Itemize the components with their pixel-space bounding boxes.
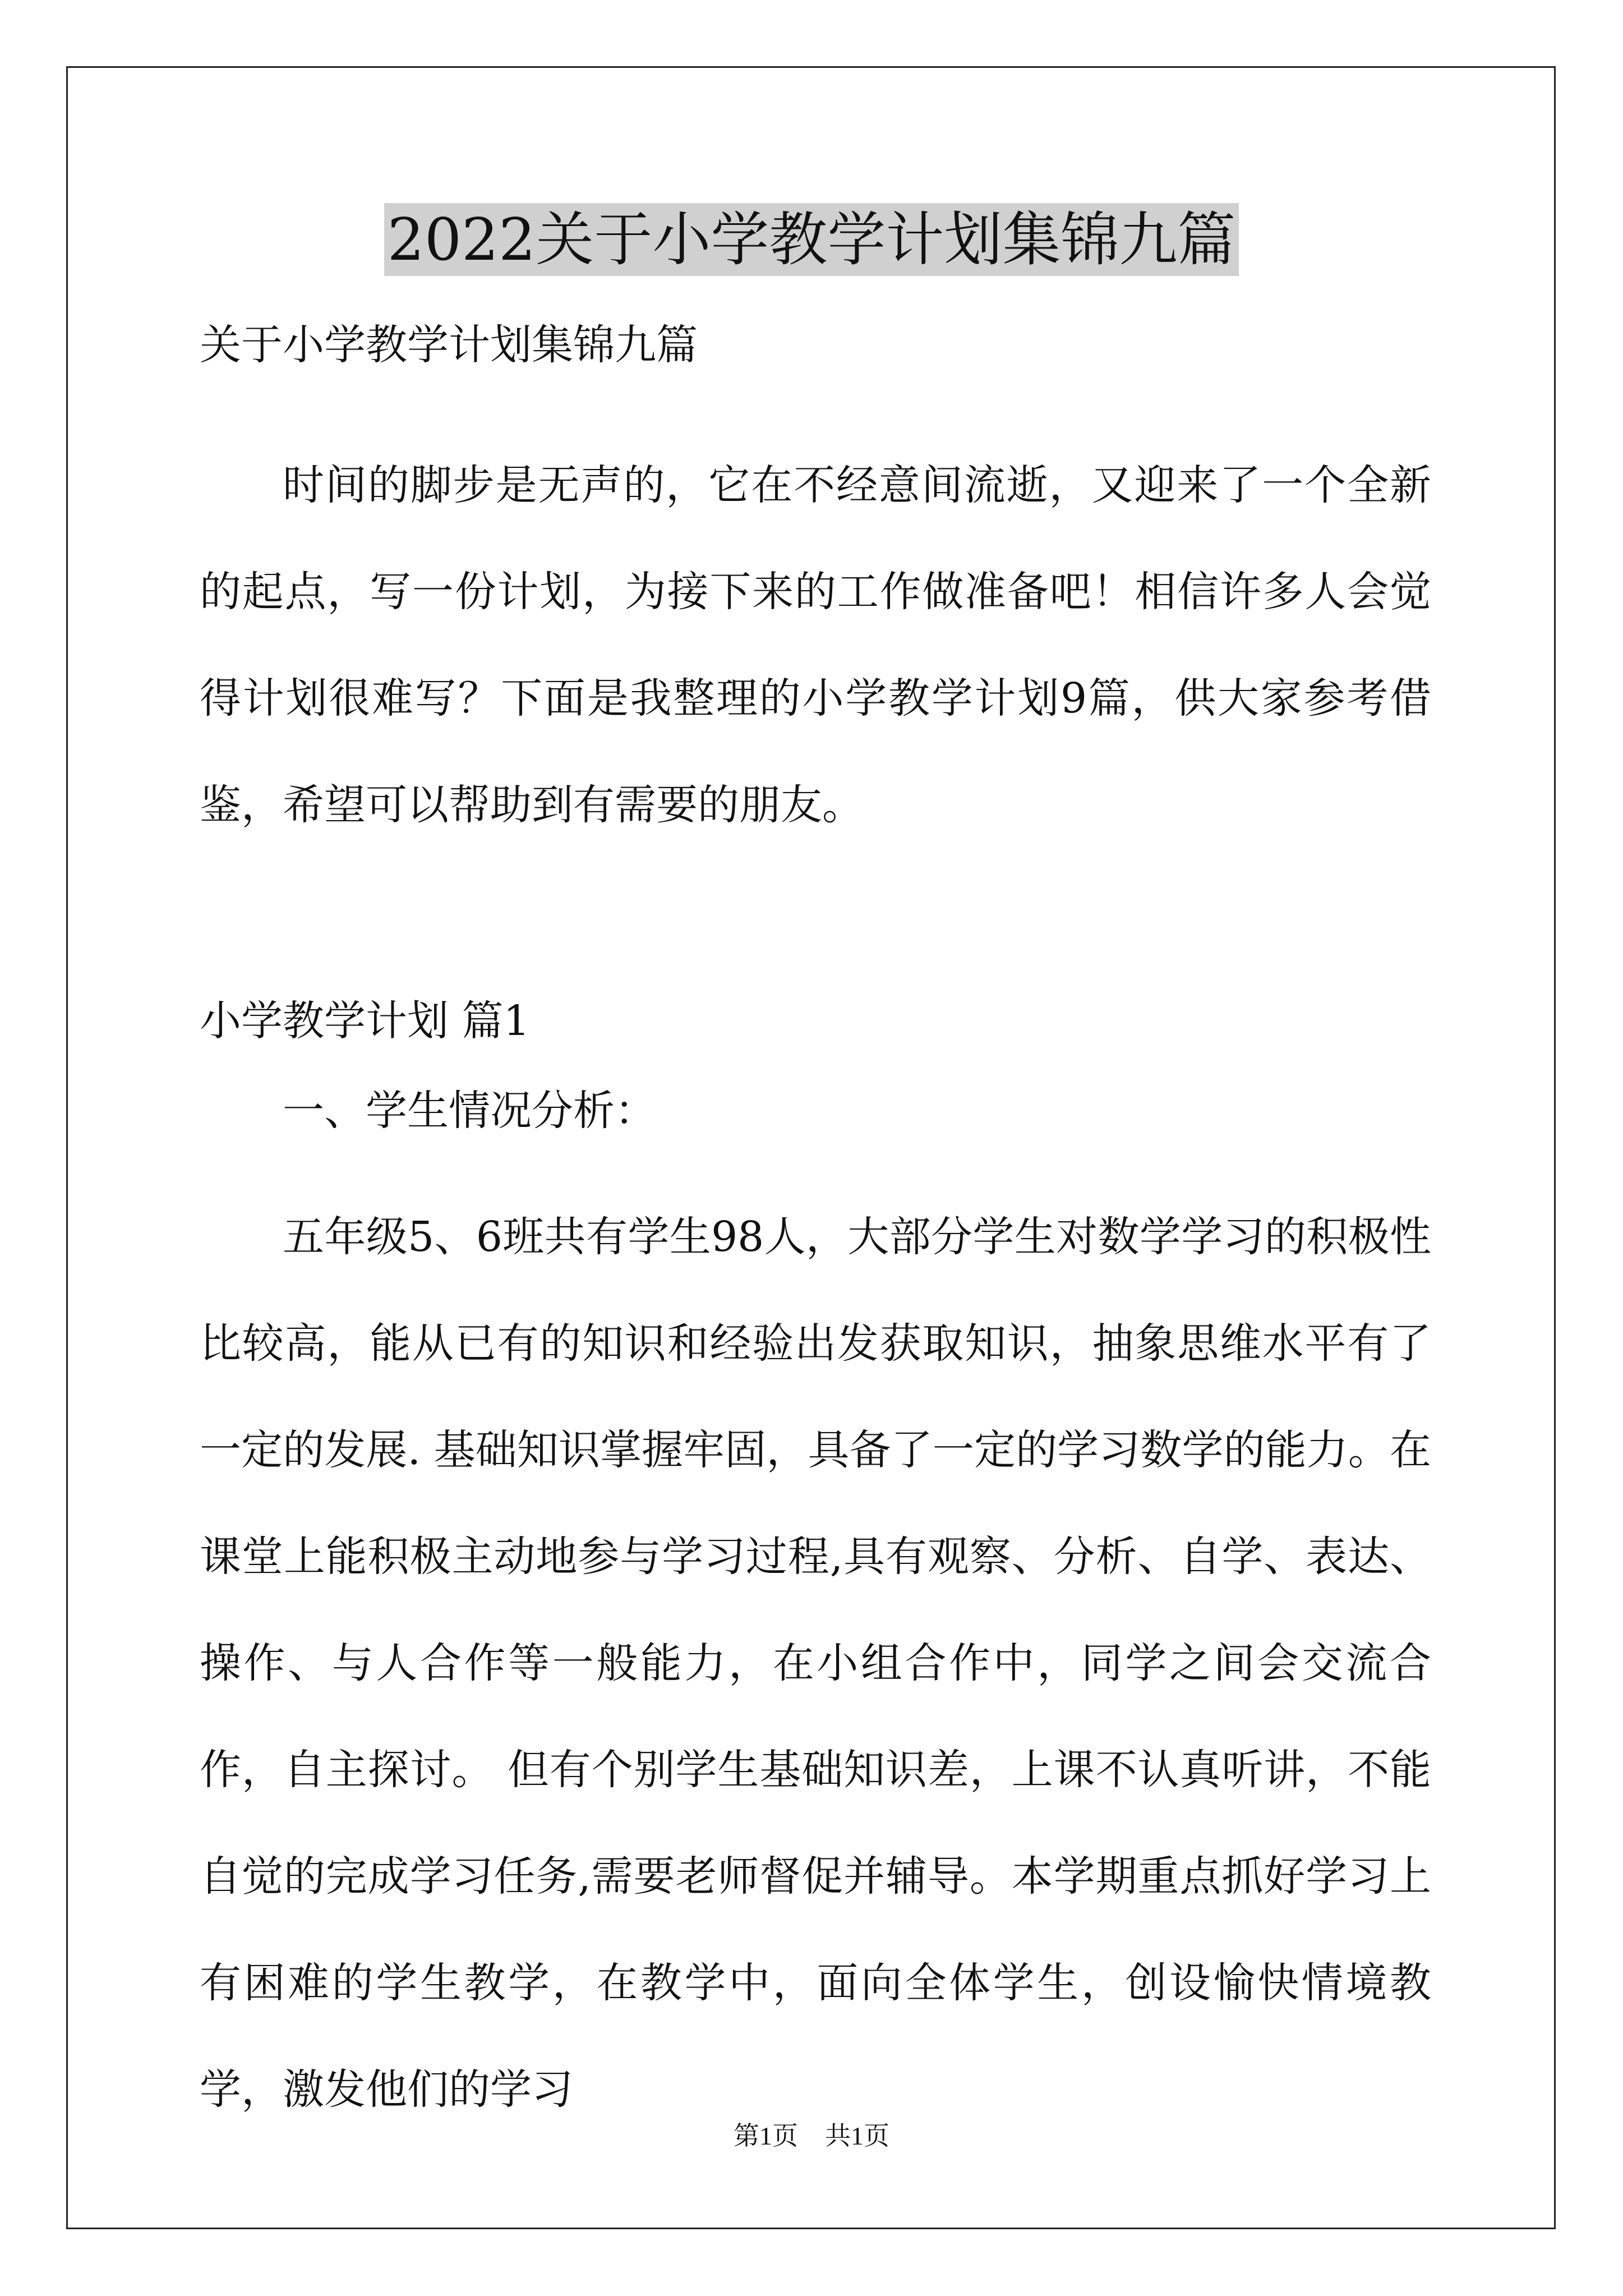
page-number-total: 共1页 — [825, 2122, 889, 2150]
document-title: 2022关于小学教学计划集锦九篇 — [384, 203, 1239, 276]
intro-paragraph: 时间的脚步是无声的，它在不经意间流逝，又迎来了一个全新的起点，写一份计划，为接下来的工作做准备吧！相信许多人会觉得计划很难写？下面是我整理的小学教学计划9篇，供大家参考借鉴，希望可以帮助到有需要的朋友。 — [200, 461, 1431, 829]
page-footer — [0, 2119, 1623, 2153]
section-heading: 小学教学计划 篇1 — [200, 997, 530, 1045]
document-subtitle: 关于小学教学计划集锦九篇 — [200, 321, 698, 369]
body-paragraph: 五年级5、6班共有学生98人，大部分学生对数学学习的积极性比较高，能从已有的知识和经验出发获取知识，抽象思维水平有了一定的发展. 基础知识掌握牢固，具备了一定的学习数学的能力。在课堂上能积极主动地参与学习过程,具有观察、分析、自学、表达、操作、与人合作等一般能力，在小组合作中，同学之间会交流合作，自主探讨。 但有个别学生基础知识差，上课不认真听讲，不能自觉的完成学习任务,需要老师督促并辅导。本学期重点抓好学习上有困难的学生教学，在教学中，面向全体学生，创设愉快情境教学，激发他们的学习 — [200, 1213, 1431, 2114]
sub-heading: 一、学生情况分析： — [283, 1087, 656, 1135]
page-number-current: 第1页 — [734, 2122, 798, 2150]
document-title-wrapper — [0, 203, 1623, 276]
